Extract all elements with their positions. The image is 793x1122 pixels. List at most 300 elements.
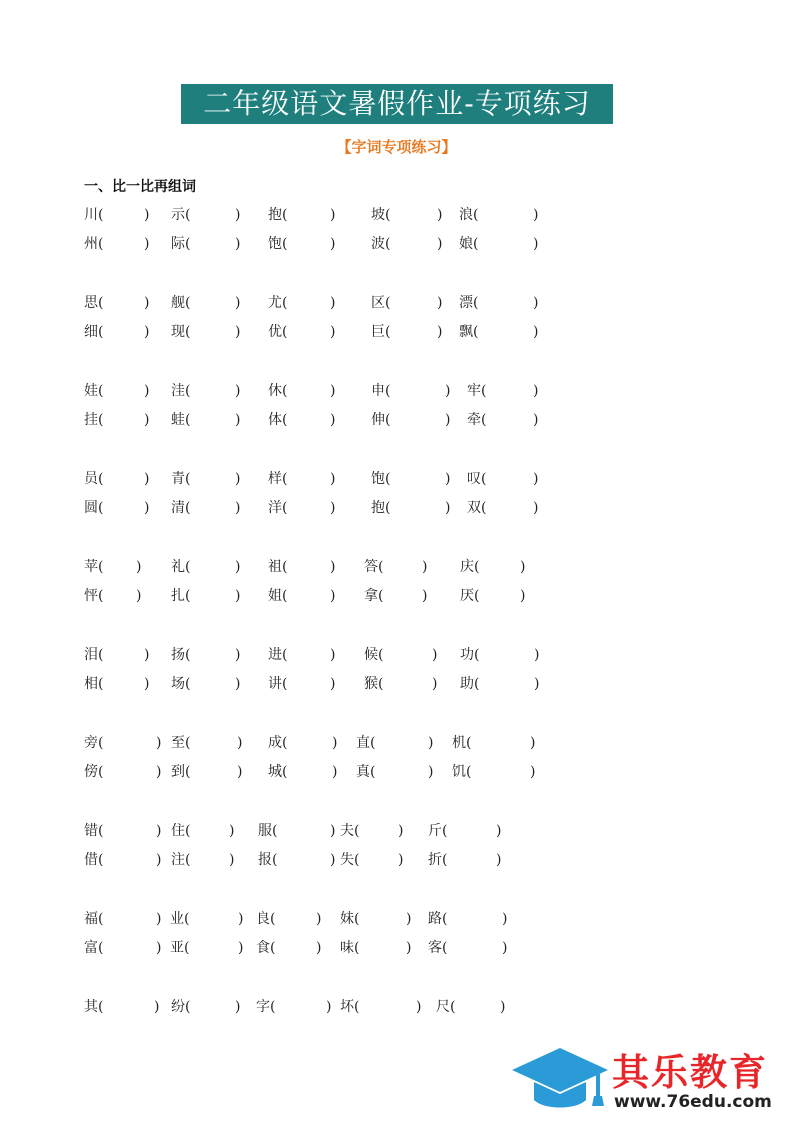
word-item bbox=[258, 820, 277, 842]
word-character: 注 bbox=[171, 852, 185, 868]
answer-blank-close: ) bbox=[144, 647, 150, 663]
answer-blank-open: ( bbox=[385, 295, 391, 311]
answer-blank-close: ) bbox=[330, 207, 336, 223]
answer-blank-close: ) bbox=[144, 207, 150, 223]
answer-blank-close: ) bbox=[316, 940, 322, 956]
answer-blank-open: ( bbox=[473, 207, 479, 223]
word-character: 现 bbox=[171, 324, 185, 340]
word-item bbox=[171, 820, 190, 842]
word-item bbox=[467, 409, 486, 431]
exercise-row bbox=[0, 820, 793, 842]
word-character: 叹 bbox=[467, 471, 481, 487]
answer-blank-open: ( bbox=[98, 207, 104, 223]
exercise-row bbox=[0, 468, 793, 490]
word-item bbox=[371, 321, 390, 343]
answer-blank-close: ) bbox=[136, 559, 142, 575]
answer-blank-open: ( bbox=[474, 676, 480, 692]
word-character: 示 bbox=[171, 207, 185, 223]
word-character: 娘 bbox=[459, 236, 473, 252]
word-character: 姐 bbox=[268, 588, 282, 604]
answer-blank-close: ) bbox=[235, 471, 241, 487]
word-item bbox=[171, 204, 190, 226]
word-character: 思 bbox=[84, 295, 98, 311]
word-character: 妹 bbox=[340, 911, 354, 927]
answer-blank-open: ( bbox=[184, 940, 190, 956]
answer-blank-close: ) bbox=[445, 383, 451, 399]
answer-blank-close: ) bbox=[502, 911, 508, 927]
word-item bbox=[171, 761, 190, 783]
word-item bbox=[364, 673, 383, 695]
answer-blank-open: ( bbox=[474, 559, 480, 575]
answer-blank-open: ( bbox=[270, 940, 276, 956]
answer-blank-open: ( bbox=[466, 735, 472, 751]
answer-blank-open: ( bbox=[385, 324, 391, 340]
answer-blank-open: ( bbox=[442, 823, 448, 839]
answer-blank-open: ( bbox=[185, 823, 191, 839]
word-character: 斤 bbox=[428, 823, 442, 839]
answer-blank-close: ) bbox=[316, 911, 322, 927]
word-character: 细 bbox=[84, 324, 98, 340]
word-character: 其 bbox=[84, 999, 98, 1015]
word-character: 飘 bbox=[459, 324, 473, 340]
exercise-row bbox=[0, 849, 793, 871]
word-item bbox=[467, 380, 486, 402]
answer-blank-open: ( bbox=[282, 588, 288, 604]
word-character: 州 bbox=[84, 236, 98, 252]
word-character: 客 bbox=[428, 940, 442, 956]
answer-blank-close: ) bbox=[406, 940, 412, 956]
word-character: 借 bbox=[84, 852, 98, 868]
answer-blank-close: ) bbox=[156, 823, 162, 839]
answer-blank-open: ( bbox=[354, 999, 360, 1015]
word-item bbox=[84, 820, 103, 842]
answer-blank-close: ) bbox=[428, 764, 434, 780]
answer-blank-close: ) bbox=[422, 588, 428, 604]
word-item bbox=[371, 380, 390, 402]
word-item bbox=[171, 732, 190, 754]
answer-blank-close: ) bbox=[496, 823, 502, 839]
word-character: 清 bbox=[171, 500, 185, 516]
answer-blank-open: ( bbox=[378, 647, 384, 663]
answer-blank-open: ( bbox=[354, 940, 360, 956]
answer-blank-open: ( bbox=[378, 559, 384, 575]
word-character: 优 bbox=[268, 324, 282, 340]
word-character: 怦 bbox=[84, 588, 98, 604]
answer-blank-open: ( bbox=[354, 911, 360, 927]
answer-blank-close: ) bbox=[144, 324, 150, 340]
answer-blank-open: ( bbox=[450, 999, 456, 1015]
word-item bbox=[364, 585, 383, 607]
word-item bbox=[371, 468, 390, 490]
answer-blank-close: ) bbox=[156, 764, 162, 780]
word-item bbox=[436, 996, 455, 1018]
answer-blank-close: ) bbox=[496, 852, 502, 868]
word-character: 拿 bbox=[364, 588, 378, 604]
answer-blank-close: ) bbox=[235, 412, 241, 428]
answer-blank-open: ( bbox=[442, 911, 448, 927]
word-character: 双 bbox=[467, 500, 481, 516]
answer-blank-close: ) bbox=[136, 588, 142, 604]
exercise-row bbox=[0, 937, 793, 959]
word-character: 扎 bbox=[171, 588, 185, 604]
exercise-row bbox=[0, 996, 793, 1018]
answer-blank-close: ) bbox=[332, 764, 338, 780]
answer-blank-close: ) bbox=[330, 559, 336, 575]
answer-blank-close: ) bbox=[144, 471, 150, 487]
word-character: 舰 bbox=[171, 295, 185, 311]
word-character: 休 bbox=[268, 383, 282, 399]
answer-blank-open: ( bbox=[185, 647, 191, 663]
word-item bbox=[371, 497, 390, 519]
word-item bbox=[256, 937, 275, 959]
answer-blank-open: ( bbox=[185, 676, 191, 692]
exercise-row bbox=[0, 204, 793, 226]
word-character: 际 bbox=[171, 236, 185, 252]
answer-blank-open: ( bbox=[185, 236, 191, 252]
answer-blank-close: ) bbox=[534, 647, 540, 663]
answer-blank-close: ) bbox=[156, 735, 162, 751]
word-item bbox=[428, 908, 447, 930]
answer-blank-close: ) bbox=[235, 588, 241, 604]
answer-blank-open: ( bbox=[98, 412, 104, 428]
word-item bbox=[171, 996, 190, 1018]
answer-blank-close: ) bbox=[398, 852, 404, 868]
word-item bbox=[340, 849, 359, 871]
answer-blank-open: ( bbox=[185, 295, 191, 311]
answer-blank-open: ( bbox=[282, 324, 288, 340]
word-item bbox=[84, 937, 103, 959]
exercise-row bbox=[0, 644, 793, 666]
answer-blank-close: ) bbox=[156, 940, 162, 956]
answer-blank-close: ) bbox=[332, 735, 338, 751]
word-item bbox=[84, 673, 103, 695]
answer-blank-close: ) bbox=[530, 735, 536, 751]
answer-blank-open: ( bbox=[185, 735, 191, 751]
answer-blank-open: ( bbox=[282, 295, 288, 311]
word-character: 场 bbox=[171, 676, 185, 692]
answer-blank-close: ) bbox=[235, 295, 241, 311]
answer-blank-open: ( bbox=[481, 471, 487, 487]
word-character: 错 bbox=[84, 823, 98, 839]
answer-blank-close: ) bbox=[229, 823, 235, 839]
answer-blank-open: ( bbox=[98, 911, 104, 927]
answer-blank-open: ( bbox=[272, 823, 278, 839]
answer-blank-open: ( bbox=[185, 999, 191, 1015]
word-character: 机 bbox=[452, 735, 466, 751]
answer-blank-open: ( bbox=[442, 852, 448, 868]
answer-blank-open: ( bbox=[185, 412, 191, 428]
word-character: 饱 bbox=[371, 471, 385, 487]
answer-blank-open: ( bbox=[185, 852, 191, 868]
word-character: 抱 bbox=[268, 207, 282, 223]
answer-blank-open: ( bbox=[385, 500, 391, 516]
answer-blank-close: ) bbox=[502, 940, 508, 956]
word-character: 川 bbox=[84, 207, 98, 223]
exercise-row bbox=[0, 292, 793, 314]
answer-blank-open: ( bbox=[442, 940, 448, 956]
word-item bbox=[171, 556, 190, 578]
word-item bbox=[428, 849, 447, 871]
exercise-row bbox=[0, 409, 793, 431]
answer-blank-open: ( bbox=[282, 383, 288, 399]
word-character: 功 bbox=[460, 647, 474, 663]
word-character: 答 bbox=[364, 559, 378, 575]
word-item bbox=[268, 556, 287, 578]
answer-blank-open: ( bbox=[98, 236, 104, 252]
word-character: 尤 bbox=[268, 295, 282, 311]
exercise-row bbox=[0, 761, 793, 783]
answer-blank-open: ( bbox=[185, 764, 191, 780]
answer-blank-close: ) bbox=[533, 471, 539, 487]
answer-blank-open: ( bbox=[385, 412, 391, 428]
answer-blank-close: ) bbox=[437, 236, 443, 252]
exercise-row bbox=[0, 585, 793, 607]
word-item bbox=[268, 732, 287, 754]
answer-blank-close: ) bbox=[154, 999, 160, 1015]
word-item bbox=[171, 673, 190, 695]
answer-blank-close: ) bbox=[530, 764, 536, 780]
word-item bbox=[258, 849, 277, 871]
word-character: 圆 bbox=[84, 500, 98, 516]
word-character: 青 bbox=[171, 471, 185, 487]
answer-blank-open: ( bbox=[98, 823, 104, 839]
word-item bbox=[459, 204, 478, 226]
word-character: 折 bbox=[428, 852, 442, 868]
word-item bbox=[84, 380, 103, 402]
word-character: 饱 bbox=[268, 236, 282, 252]
answer-blank-open: ( bbox=[98, 500, 104, 516]
word-item bbox=[84, 292, 103, 314]
word-item bbox=[170, 908, 189, 930]
answer-blank-close: ) bbox=[533, 295, 539, 311]
answer-blank-open: ( bbox=[98, 471, 104, 487]
answer-blank-open: ( bbox=[185, 588, 191, 604]
answer-blank-close: ) bbox=[235, 500, 241, 516]
answer-blank-close: ) bbox=[330, 412, 336, 428]
exercise-row bbox=[0, 233, 793, 255]
answer-blank-open: ( bbox=[474, 588, 480, 604]
word-item bbox=[268, 380, 287, 402]
answer-blank-open: ( bbox=[282, 207, 288, 223]
word-item bbox=[84, 585, 103, 607]
answer-blank-close: ) bbox=[144, 676, 150, 692]
answer-blank-close: ) bbox=[330, 852, 336, 868]
answer-blank-close: ) bbox=[437, 207, 443, 223]
answer-blank-open: ( bbox=[185, 324, 191, 340]
answer-blank-open: ( bbox=[98, 940, 104, 956]
answer-blank-close: ) bbox=[330, 236, 336, 252]
word-item bbox=[84, 468, 103, 490]
word-item bbox=[256, 996, 275, 1018]
answer-blank-close: ) bbox=[416, 999, 422, 1015]
word-character: 坡 bbox=[371, 207, 385, 223]
answer-blank-open: ( bbox=[98, 647, 104, 663]
word-item bbox=[171, 468, 190, 490]
word-character: 服 bbox=[258, 823, 272, 839]
brand-url: www.76edu.com bbox=[614, 1092, 772, 1112]
word-character: 坏 bbox=[340, 999, 354, 1015]
word-item bbox=[84, 644, 103, 666]
word-item bbox=[171, 644, 190, 666]
answer-blank-open: ( bbox=[474, 647, 480, 663]
word-item bbox=[452, 732, 471, 754]
answer-blank-open: ( bbox=[473, 236, 479, 252]
word-item bbox=[340, 908, 359, 930]
word-character: 候 bbox=[364, 647, 378, 663]
answer-blank-close: ) bbox=[500, 999, 506, 1015]
word-character: 讲 bbox=[268, 676, 282, 692]
word-item bbox=[268, 673, 287, 695]
answer-blank-close: ) bbox=[533, 500, 539, 516]
answer-blank-close: ) bbox=[422, 559, 428, 575]
word-item bbox=[268, 409, 287, 431]
answer-blank-close: ) bbox=[437, 295, 443, 311]
answer-blank-close: ) bbox=[406, 911, 412, 927]
word-item bbox=[171, 292, 190, 314]
answer-blank-close: ) bbox=[398, 823, 404, 839]
word-item bbox=[356, 732, 375, 754]
answer-blank-open: ( bbox=[473, 324, 479, 340]
word-item bbox=[84, 556, 103, 578]
word-item bbox=[467, 468, 486, 490]
word-item bbox=[171, 380, 190, 402]
word-item bbox=[84, 996, 103, 1018]
word-item bbox=[459, 292, 478, 314]
word-item bbox=[460, 556, 479, 578]
answer-blank-close: ) bbox=[445, 412, 451, 428]
answer-blank-open: ( bbox=[270, 911, 276, 927]
word-item bbox=[268, 321, 287, 343]
word-character: 苹 bbox=[84, 559, 98, 575]
answer-blank-open: ( bbox=[282, 471, 288, 487]
word-item bbox=[459, 321, 478, 343]
exercise-row bbox=[0, 673, 793, 695]
word-item bbox=[356, 761, 375, 783]
word-character: 旁 bbox=[84, 735, 98, 751]
word-item bbox=[84, 908, 103, 930]
answer-blank-close: ) bbox=[432, 647, 438, 663]
answer-blank-close: ) bbox=[235, 676, 241, 692]
answer-blank-close: ) bbox=[533, 324, 539, 340]
word-character: 庆 bbox=[460, 559, 474, 575]
answer-blank-close: ) bbox=[330, 676, 336, 692]
exercise-row bbox=[0, 321, 793, 343]
word-item bbox=[371, 409, 390, 431]
word-item bbox=[268, 233, 287, 255]
word-character: 祖 bbox=[268, 559, 282, 575]
brand-name: 其乐教育 bbox=[612, 1051, 768, 1094]
exercise-row bbox=[0, 497, 793, 519]
exercise-row bbox=[0, 732, 793, 754]
word-character: 巨 bbox=[371, 324, 385, 340]
word-character: 泪 bbox=[84, 647, 98, 663]
answer-blank-open: ( bbox=[98, 559, 104, 575]
answer-blank-close: ) bbox=[235, 559, 241, 575]
answer-blank-open: ( bbox=[282, 412, 288, 428]
answer-blank-open: ( bbox=[282, 236, 288, 252]
answer-blank-close: ) bbox=[330, 647, 336, 663]
answer-blank-close: ) bbox=[144, 383, 150, 399]
answer-blank-close: ) bbox=[330, 383, 336, 399]
word-character: 到 bbox=[171, 764, 185, 780]
answer-blank-open: ( bbox=[98, 295, 104, 311]
word-item bbox=[84, 409, 103, 431]
answer-blank-close: ) bbox=[445, 500, 451, 516]
word-item bbox=[268, 585, 287, 607]
word-character: 伸 bbox=[371, 412, 385, 428]
answer-blank-close: ) bbox=[445, 471, 451, 487]
word-item bbox=[171, 233, 190, 255]
word-character: 饥 bbox=[452, 764, 466, 780]
word-character: 纷 bbox=[171, 999, 185, 1015]
answer-blank-close: ) bbox=[235, 383, 241, 399]
answer-blank-open: ( bbox=[98, 764, 104, 780]
answer-blank-open: ( bbox=[385, 471, 391, 487]
answer-blank-open: ( bbox=[378, 588, 384, 604]
answer-blank-close: ) bbox=[144, 412, 150, 428]
answer-blank-close: ) bbox=[235, 647, 241, 663]
word-character: 成 bbox=[268, 735, 282, 751]
answer-blank-close: ) bbox=[229, 852, 235, 868]
answer-blank-close: ) bbox=[144, 295, 150, 311]
word-character: 尺 bbox=[436, 999, 450, 1015]
word-character: 扬 bbox=[171, 647, 185, 663]
word-character: 福 bbox=[84, 911, 98, 927]
word-item bbox=[84, 761, 103, 783]
word-item bbox=[428, 820, 447, 842]
word-item bbox=[171, 497, 190, 519]
word-character: 助 bbox=[460, 676, 474, 692]
word-character: 至 bbox=[171, 735, 185, 751]
word-item bbox=[84, 497, 103, 519]
answer-blank-open: ( bbox=[272, 852, 278, 868]
word-item bbox=[268, 292, 287, 314]
word-character: 洼 bbox=[171, 383, 185, 399]
answer-blank-close: ) bbox=[235, 207, 241, 223]
word-character: 真 bbox=[356, 764, 370, 780]
answer-blank-open: ( bbox=[98, 999, 104, 1015]
brand-logo bbox=[510, 1040, 790, 1115]
word-item bbox=[170, 937, 189, 959]
word-character: 礼 bbox=[171, 559, 185, 575]
answer-blank-close: ) bbox=[533, 412, 539, 428]
answer-blank-close: ) bbox=[534, 676, 540, 692]
answer-blank-close: ) bbox=[330, 823, 336, 839]
answer-blank-open: ( bbox=[481, 412, 487, 428]
answer-blank-open: ( bbox=[98, 383, 104, 399]
answer-blank-close: ) bbox=[238, 940, 244, 956]
word-item bbox=[84, 732, 103, 754]
word-item bbox=[84, 849, 103, 871]
answer-blank-close: ) bbox=[533, 236, 539, 252]
answer-blank-close: ) bbox=[330, 295, 336, 311]
answer-blank-open: ( bbox=[185, 383, 191, 399]
answer-blank-open: ( bbox=[185, 471, 191, 487]
word-item bbox=[268, 497, 287, 519]
word-character: 住 bbox=[171, 823, 185, 839]
word-character: 娃 bbox=[84, 383, 98, 399]
word-item bbox=[84, 204, 103, 226]
word-character: 蛙 bbox=[171, 412, 185, 428]
answer-blank-close: ) bbox=[144, 236, 150, 252]
word-item bbox=[268, 644, 287, 666]
word-character: 傍 bbox=[84, 764, 98, 780]
word-character: 猴 bbox=[364, 676, 378, 692]
answer-blank-close: ) bbox=[520, 588, 526, 604]
answer-blank-open: ( bbox=[185, 559, 191, 575]
answer-blank-open: ( bbox=[282, 647, 288, 663]
word-character: 厌 bbox=[460, 588, 474, 604]
